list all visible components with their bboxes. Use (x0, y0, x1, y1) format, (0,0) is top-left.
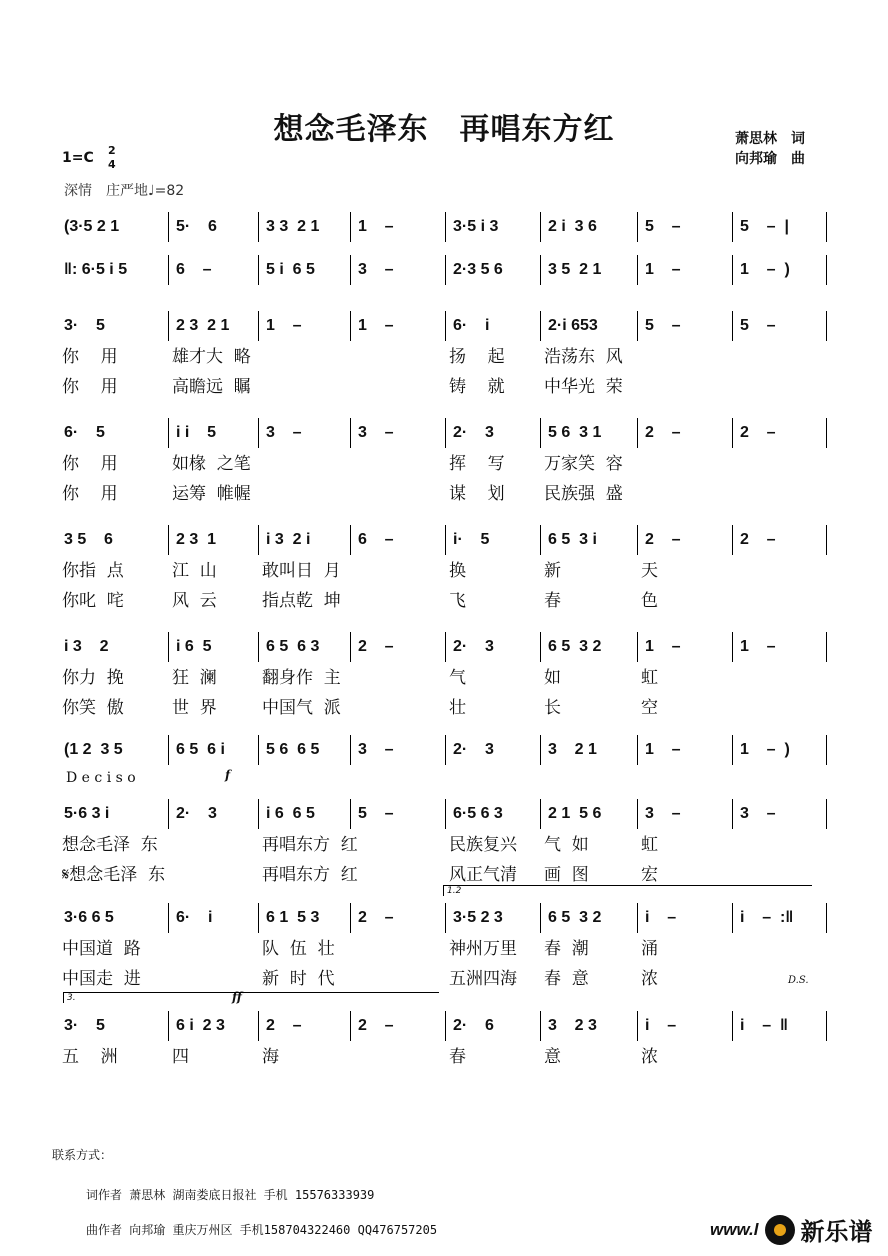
lyric-verse-1: 你 用 (62, 454, 118, 474)
measure: 2 1 5 6 (548, 805, 602, 822)
barline (826, 735, 827, 765)
barline (540, 735, 541, 765)
barline (732, 311, 733, 341)
lyric-verse-2: 再唱东方 红 (262, 865, 358, 885)
barline (637, 311, 638, 341)
measure: (3·5 2 1 (64, 218, 120, 235)
music-row (0, 527, 888, 611)
measure: 3· 5 (64, 317, 105, 334)
lyric-verse-2: 民族强 盛 (544, 484, 623, 504)
barline (168, 525, 169, 555)
barline (168, 418, 169, 448)
measure: 3 5 2 1 (548, 261, 602, 278)
lyric-verse-1: 如 (544, 668, 561, 688)
barline (350, 1011, 351, 1041)
lyric-verse-2: 风正气清 (449, 865, 517, 885)
barline (168, 735, 169, 765)
barline (445, 525, 446, 555)
measure: 6· i (453, 317, 490, 334)
lyric-verse-2: 画 图 (544, 865, 589, 885)
song-title: 想念毛泽东 再唱东方红 (273, 112, 615, 147)
lyric-verse-1: 海 (262, 1047, 279, 1067)
measure: 3 2 3 (548, 1017, 597, 1034)
lyric-verse-1: 敢叫日 月 (262, 561, 341, 581)
barline (258, 1011, 259, 1041)
measure: 5 6 3 1 (548, 424, 602, 441)
barline (445, 735, 446, 765)
lyric-verse-2: 中华光 荣 (544, 377, 623, 397)
music-row (0, 420, 888, 504)
measure: 2·3 5 6 (453, 261, 503, 278)
barline (826, 799, 827, 829)
lyric-verse-2: 世 界 (172, 698, 217, 718)
measure: 5·6 3 i (64, 805, 110, 822)
lyric-verse-1: 挥 写 (449, 454, 505, 474)
measure: 2 – (740, 424, 776, 441)
barline (445, 1011, 446, 1041)
lyric-verse-2: 壮 (449, 698, 466, 718)
forte-marking: f (225, 768, 231, 782)
barline (540, 311, 541, 341)
watermark-brand: 新乐谱 (800, 1218, 873, 1246)
measure: 3 – (358, 741, 394, 758)
measure: 2·i 653 (548, 317, 598, 334)
lyric-verse-1: 浩荡东 风 (544, 347, 623, 367)
lyric-verse-2: 指点乾 坤 (262, 591, 341, 611)
barline (540, 632, 541, 662)
barline (168, 212, 169, 242)
lyric-verse-1: 四 (172, 1047, 189, 1067)
measure: 2 – (645, 424, 681, 441)
measure: 6 5 6 3 (266, 638, 320, 655)
dal-segno-marking: D.S. (788, 975, 809, 986)
lyric-verse-1: 你力 挽 (62, 668, 124, 688)
barline (258, 255, 259, 285)
barline (445, 212, 446, 242)
measure: 2 3 1 (176, 531, 217, 548)
lyric-verse-1: 队 伍 壮 (262, 939, 335, 959)
music-row (0, 634, 888, 718)
barline (637, 903, 638, 933)
barline (350, 255, 351, 285)
measure: 6·5 6 3 (453, 805, 503, 822)
barline (168, 632, 169, 662)
barline (168, 255, 169, 285)
composer-contact: 曲作者 向邦瑜 重庆万州区 手机158704322460 QQ476757205 (86, 1223, 438, 1237)
measure: i· 5 (453, 531, 490, 548)
measure: 2 – (358, 638, 394, 655)
measure: 2 – (645, 531, 681, 548)
fortissimo-marking: ff (232, 990, 242, 1004)
measure: 3 2 1 (548, 741, 597, 758)
measure: 1 – ) (740, 261, 790, 278)
barline (732, 903, 733, 933)
lyric-verse-1: 中国道 路 (62, 939, 141, 959)
barline (168, 799, 169, 829)
barline (637, 632, 638, 662)
lyric-verse-2: 五洲四海 (449, 969, 517, 989)
lyric-verse-2: 中国气 派 (262, 698, 341, 718)
barline (445, 903, 446, 933)
lyric-verse-1: 神州万里 (449, 939, 517, 959)
lyric-verse-1: 五 洲 (62, 1047, 118, 1067)
volta-1-2: 1.2 (443, 885, 812, 896)
watermark-url: www.l (710, 1219, 759, 1239)
measure: 1 – (645, 261, 681, 278)
measure: 2· 3 (176, 805, 217, 822)
measure: 3·5 i 3 (453, 218, 499, 235)
barline (168, 903, 169, 933)
lyric-verse-2: 你叱 咤 (62, 591, 124, 611)
measure: ‖: 6·5 i 5 (64, 261, 128, 278)
lyric-verse-2: 铸 就 (449, 377, 505, 397)
measure: 2 – (266, 1017, 302, 1034)
measure: 6 5 3 2 (548, 909, 602, 926)
composer-credit: 向邦瑜 曲 (735, 151, 805, 167)
measure: 6 – (176, 261, 212, 278)
measure: 3·6 6 5 (64, 909, 114, 926)
barline (540, 903, 541, 933)
barline (350, 799, 351, 829)
lyric-verse-1: 扬 起 (449, 347, 505, 367)
measure: 3 – (740, 805, 776, 822)
lyric-verse-1: 春 潮 (544, 939, 589, 959)
barline (826, 418, 827, 448)
barline (445, 799, 446, 829)
lyric-verse-2: 春 (544, 591, 561, 611)
measure: 2 – (740, 531, 776, 548)
barline (732, 525, 733, 555)
barline (732, 632, 733, 662)
time-signature-top: 2 (108, 144, 116, 157)
barline (258, 525, 259, 555)
barline (732, 735, 733, 765)
lyric-verse-1: 再唱东方 红 (262, 835, 358, 855)
barline (540, 212, 541, 242)
measure: 3 – (358, 261, 394, 278)
measure: i 6 6 5 (266, 805, 315, 822)
measure: 1 – (358, 317, 394, 334)
barline (540, 255, 541, 285)
measure: i 3 2 i (266, 531, 311, 548)
lyric-verse-1: 万家笑 容 (544, 454, 623, 474)
lyric-verse-2: 𝄋想念毛泽 东 (62, 865, 166, 885)
measure: i – (645, 909, 677, 926)
barline (258, 799, 259, 829)
measure: 6 5 3 i (548, 531, 597, 548)
measure: 2· 3 (453, 424, 494, 441)
measure: 2 i 3 6 (548, 218, 597, 235)
measure: 3·5 2 3 (453, 909, 503, 926)
measure: 1 – (645, 741, 681, 758)
lyric-verse-2: 空 (641, 698, 658, 718)
barline (826, 903, 827, 933)
measure: 3 – (358, 424, 394, 441)
barline (258, 735, 259, 765)
measure: 3 3 2 1 (266, 218, 320, 235)
lyricist-credit: 萧思林 词 (735, 131, 805, 147)
barline (732, 255, 733, 285)
measure: 2 – (358, 1017, 394, 1034)
volta-3: 3. (63, 992, 439, 1003)
barline (540, 418, 541, 448)
measure: i – ‖ (740, 1017, 788, 1034)
barline (445, 418, 446, 448)
barline (258, 632, 259, 662)
lyric-verse-1: 换 (449, 561, 466, 581)
measure: i – :‖ (740, 909, 794, 926)
measure: 6 – (358, 531, 394, 548)
barline (826, 311, 827, 341)
barline (350, 525, 351, 555)
lyric-verse-1: 涌 (641, 939, 658, 959)
barline (445, 632, 446, 662)
music-row (0, 214, 888, 244)
barline (258, 903, 259, 933)
measure: i 3 2 (64, 638, 109, 655)
barline (637, 255, 638, 285)
measure: 1 – (266, 317, 302, 334)
time-signature-bottom: 4 (108, 158, 116, 171)
lyric-verse-2: 中国走 进 (62, 969, 141, 989)
barline (637, 525, 638, 555)
lyric-verse-1: 新 (544, 561, 561, 581)
contact-label: 联系方式： (52, 1148, 113, 1162)
barline (168, 1011, 169, 1041)
barline (826, 1011, 827, 1041)
lyric-verse-1: 狂 澜 (172, 668, 217, 688)
lyric-verse-1: 你 用 (62, 347, 118, 367)
lyric-verse-1: 气 (449, 668, 466, 688)
lyric-verse-2: 宏 (641, 865, 658, 885)
lyric-verse-1: 翻身作 主 (262, 668, 341, 688)
lyric-verse-1: 想念毛泽 东 (62, 835, 158, 855)
measure: 5 – (740, 317, 776, 334)
measure: 6 1 5 3 (266, 909, 320, 926)
barline (258, 212, 259, 242)
measure: 5 i 6 5 (266, 261, 315, 278)
barline (732, 418, 733, 448)
measure: 2· 3 (453, 638, 494, 655)
key-signature: 1=C (62, 150, 94, 166)
barline (258, 418, 259, 448)
measure: (1 2 3 5 (64, 741, 123, 758)
lyric-verse-1: 天 (641, 561, 658, 581)
barline (350, 311, 351, 341)
lyric-verse-1: 江 山 (172, 561, 217, 581)
music-row (0, 801, 888, 885)
barline (826, 525, 827, 555)
measure: 2 3 2 1 (176, 317, 230, 334)
lyric-verse-2: 春 意 (544, 969, 589, 989)
measure: 1 – (645, 638, 681, 655)
barline (540, 525, 541, 555)
barline (540, 1011, 541, 1041)
barline (168, 311, 169, 341)
barline (445, 311, 446, 341)
lyric-verse-1: 虹 (641, 835, 658, 855)
measure: 2· 3 (453, 741, 494, 758)
deciso-marking: D e c i s o (66, 770, 136, 786)
barline (732, 212, 733, 242)
barline (637, 212, 638, 242)
barline (445, 255, 446, 285)
lyric-verse-2: 新 时 代 (262, 969, 335, 989)
measure: 5 – (645, 218, 681, 235)
lyric-verse-2: 长 (544, 698, 561, 718)
measure: 6· 5 (64, 424, 105, 441)
measure: 1 – ) (740, 741, 790, 758)
barline (350, 903, 351, 933)
barline (258, 311, 259, 341)
lyric-verse-2: 你笑 傲 (62, 698, 124, 718)
music-row (0, 313, 888, 397)
lyric-verse-2: 浓 (641, 969, 658, 989)
lyric-verse-2: 你 用 (62, 484, 118, 504)
lyric-verse-2: 高瞻远 瞩 (172, 377, 251, 397)
lyric-verse-2: 风 云 (172, 591, 217, 611)
lyric-verse-2: 飞 (449, 591, 466, 611)
music-row (0, 257, 888, 287)
barline (540, 799, 541, 829)
lyric-verse-1: 雄才大 略 (172, 347, 251, 367)
lyric-verse-1: 浓 (641, 1047, 658, 1067)
lyric-verse-1: 气 如 (544, 835, 589, 855)
measure: 2· 6 (453, 1017, 494, 1034)
music-row (0, 737, 888, 767)
measure: 3· 5 (64, 1017, 105, 1034)
record-disc-icon (765, 1215, 795, 1245)
measure: 5 – (645, 317, 681, 334)
measure: 3 5 6 (64, 531, 113, 548)
lyric-verse-1: 意 (544, 1047, 561, 1067)
measure: i 6 5 (176, 638, 212, 655)
lyric-verse-1: 民族复兴 (449, 835, 517, 855)
lyric-verse-2: 色 (641, 591, 658, 611)
barline (826, 255, 827, 285)
measure: 5 – | (740, 218, 789, 235)
lyric-verse-2: 运筹 帷幄 (172, 484, 251, 504)
lyricist-contact: 词作者 萧思林 湖南娄底日报社 手机 15576333939 (86, 1188, 375, 1202)
tempo-marking: 深情 庄严地♩=82 (64, 183, 185, 199)
measure: 5· 6 (176, 218, 217, 235)
lyric-verse-1: 如椽 之笔 (172, 454, 251, 474)
barline (826, 212, 827, 242)
barline (637, 418, 638, 448)
lyric-verse-1: 虹 (641, 668, 658, 688)
barline (350, 418, 351, 448)
measure: 2 – (358, 909, 394, 926)
measure: 1 – (740, 638, 776, 655)
measure: 3 – (266, 424, 302, 441)
barline (350, 632, 351, 662)
measure: i i 5 (176, 424, 217, 441)
lyric-verse-1: 春 (449, 1047, 466, 1067)
barline (826, 632, 827, 662)
lyric-verse-2: 谋 划 (449, 484, 505, 504)
barline (637, 735, 638, 765)
measure: 6 5 3 2 (548, 638, 602, 655)
measure: 5 6 6 5 (266, 741, 320, 758)
measure: 6· i (176, 909, 213, 926)
barline (637, 1011, 638, 1041)
barline (350, 212, 351, 242)
barline (732, 1011, 733, 1041)
measure: 3 – (645, 805, 681, 822)
music-row (0, 1013, 888, 1067)
measure: 6 i 2 3 (176, 1017, 225, 1034)
barline (637, 799, 638, 829)
lyric-verse-1: 你指 点 (62, 561, 124, 581)
measure: 5 – (358, 805, 394, 822)
barline (350, 735, 351, 765)
lyric-verse-2: 你 用 (62, 377, 118, 397)
measure: i – (645, 1017, 677, 1034)
barline (732, 799, 733, 829)
measure: 6 5 6 i (176, 741, 225, 758)
measure: 1 – (358, 218, 394, 235)
watermark-logo (710, 1212, 873, 1247)
